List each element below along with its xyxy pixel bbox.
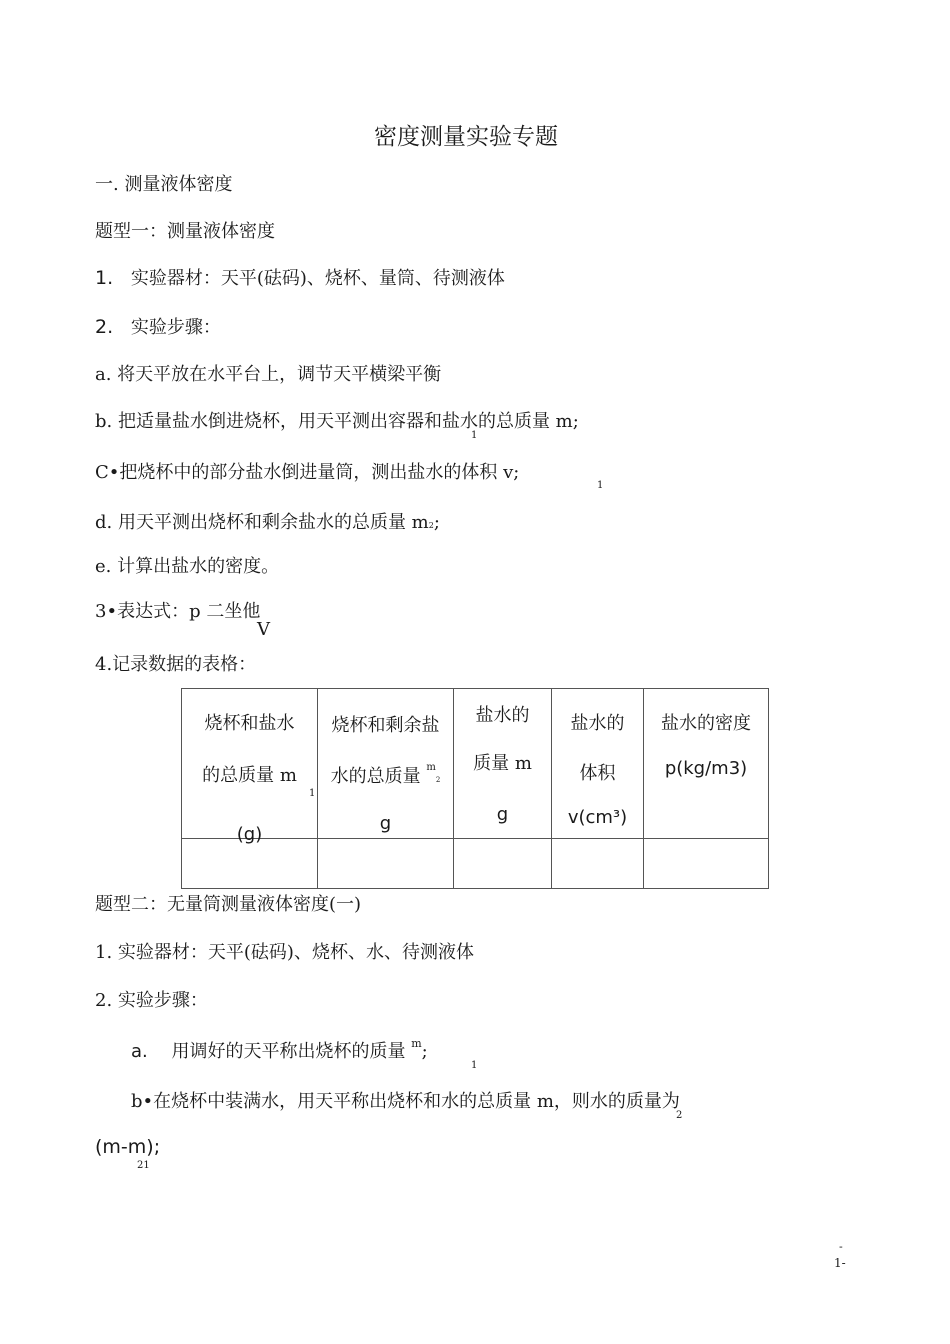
step-c-subscript: 1 (597, 480, 604, 491)
type2-step-a-text: 用调好的天平称出烧杯的质量 (171, 1041, 406, 1062)
expression-denominator: V (257, 619, 270, 640)
header-2-unit-text: g (379, 813, 392, 834)
item-1-text: 实验器材：天平(砝码)、烧杯、量筒、待测液体 (130, 268, 505, 289)
header-4-unit: v(cm³) (567, 807, 628, 828)
type2-step-a-end: ; (421, 1041, 428, 1062)
item-2-number: 2. (95, 316, 114, 338)
data-cell-4 (552, 839, 644, 889)
data-cell-5 (644, 839, 769, 889)
page-number: 1- (834, 1256, 846, 1270)
step-b-subscript: 1 (471, 430, 478, 441)
header-2-line2 (318, 762, 453, 788)
type2-step-b-continuation-subscript: 21 (137, 1160, 150, 1171)
question-type-2: 题型二：无量筒测量液体密度(一) (95, 894, 362, 915)
step-d (95, 508, 440, 534)
type2-step-a (131, 1037, 428, 1063)
header-1-subscript: 1 (309, 788, 316, 799)
table-label: 4.记录数据的表格： (95, 654, 257, 675)
header-2-text: 水的总质量 (330, 766, 421, 787)
question-type-1: 题型一：测量液体密度 (95, 221, 275, 242)
header-cell-5 (644, 689, 769, 839)
item-1-number: 1. (95, 267, 114, 289)
step-d-text: d. 用天平测出烧杯和剩余盐水的总质量 m (95, 512, 429, 533)
item-2-text: 实验步骤： (130, 317, 221, 338)
header-2-m: m (426, 762, 436, 773)
type2-step-a-subscript: 1 (471, 1060, 478, 1071)
table-header-row (182, 689, 769, 839)
item-1 (95, 264, 505, 290)
header-1-unit: (g) (236, 824, 263, 845)
section-heading-1: 一. 测量液体密度 (95, 174, 233, 195)
step-d-end: ; (433, 512, 440, 533)
data-cell-3 (454, 839, 552, 889)
header-2-line1: 烧杯和剩余盐 (331, 715, 440, 736)
table-data-row (182, 839, 769, 889)
step-b (95, 407, 579, 433)
header-cell-1 (182, 689, 318, 845)
step-b-end: ; (572, 411, 579, 432)
type2-step-a-m: m (411, 1037, 422, 1050)
page-number-dash: - (839, 1240, 843, 1253)
header-cell-3 (454, 689, 552, 839)
header-4-line2: 体积 (579, 763, 616, 784)
step-b-text: b. 把适量盐水倒进烧杯，用天平测出容器和盐水的总质量 m (95, 411, 573, 432)
header-3-line1: 盐水的 (475, 705, 530, 726)
header-3-unit: g (496, 804, 509, 825)
header-4-line1: 盐水的 (570, 713, 625, 734)
header-cell-4 (552, 689, 644, 839)
step-d-subscript: 2 (428, 521, 434, 530)
type2-item-1: 1. 实验器材：天平(砝码)、烧杯、水、待测液体 (95, 942, 474, 963)
data-cell-1 (182, 839, 318, 889)
expression-label: 3•表达式：p 二坐他 (95, 601, 261, 622)
type2-item-2: 2. 实验步骤： (95, 990, 208, 1011)
step-a: a. 将天平放在水平台上，调节天平横梁平衡 (95, 364, 442, 385)
header-5-line2: p(kg/m3) (664, 758, 748, 779)
header-2-subscript: 2 (435, 776, 441, 784)
header-cell-2 (318, 689, 454, 839)
step-e: e. 计算出盐水的密度。 (95, 556, 280, 577)
header-2-unit (318, 813, 453, 834)
item-2 (95, 313, 221, 339)
header-5-line1: 盐水的密度 (661, 713, 751, 734)
header-1-line1: 烧杯和盐水 (204, 713, 295, 734)
type2-step-b-subscript: 2 (676, 1110, 683, 1121)
type2-step-b-continuation: (m-m); (95, 1136, 161, 1158)
type2-step-b: b•在烧杯中装满水，用天平称出烧杯和水的总质量 m，则水的质量为 (131, 1091, 680, 1112)
header-1-line2: 的总质量 m (202, 765, 297, 786)
type2-step-a-label: a. (131, 1041, 148, 1062)
header-3-line2: 质量 m (473, 753, 532, 774)
step-c: C•把烧杯中的部分盐水倒进量筒，测出盐水的体积 v; (95, 462, 520, 483)
data-cell-2 (318, 839, 454, 889)
page-title: 密度测量实验专题 (374, 124, 558, 150)
record-table (181, 688, 769, 889)
